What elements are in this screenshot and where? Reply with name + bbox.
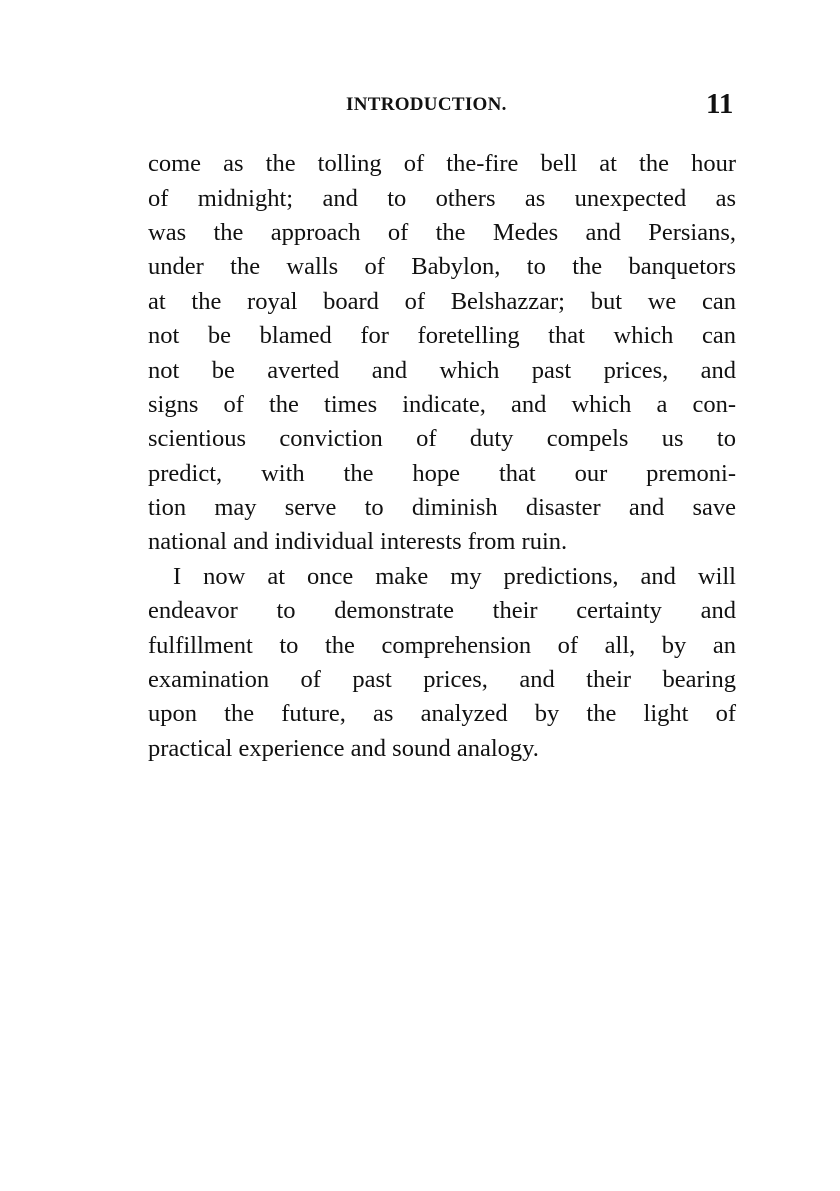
text-line: fulfillment to the comprehension of all, by an <box>148 632 736 659</box>
text-line: predict, with the hope that our premoni- <box>148 460 736 487</box>
text-line: was the approach of the Medes and Persians, <box>148 219 736 246</box>
text-line: of midnight; and to others as unexpected as <box>148 185 736 212</box>
text-line: practical experience and sound analogy. <box>148 735 539 762</box>
text-line: signs of the times indicate, and which a con- <box>148 391 736 418</box>
text-line: come as the tolling of the-fire bell at the hour <box>148 150 736 177</box>
running-header: INTRODUCTION. <box>346 94 507 115</box>
page-number: 11 <box>706 88 734 120</box>
text-line: upon the future, as analyzed by the light of <box>148 700 736 727</box>
text-line: I now at once make my predictions, and will <box>173 563 736 590</box>
text-line: at the royal board of Belshazzar; but we can <box>148 288 736 315</box>
text-line: not be averted and which past prices, and <box>148 357 736 384</box>
text-line: scientious conviction of duty compels us to <box>148 425 736 452</box>
text-line: examination of past prices, and their bearing <box>148 666 736 693</box>
text-line: endeavor to demonstrate their certainty and <box>148 597 736 624</box>
text-line: not be blamed for foretelling that which can <box>148 322 736 349</box>
text-line: national and individual interests from ruin. <box>148 528 568 555</box>
text-line: under the walls of Babylon, to the banquetors <box>148 253 736 280</box>
text-line: tion may serve to diminish disaster and save <box>148 494 736 521</box>
